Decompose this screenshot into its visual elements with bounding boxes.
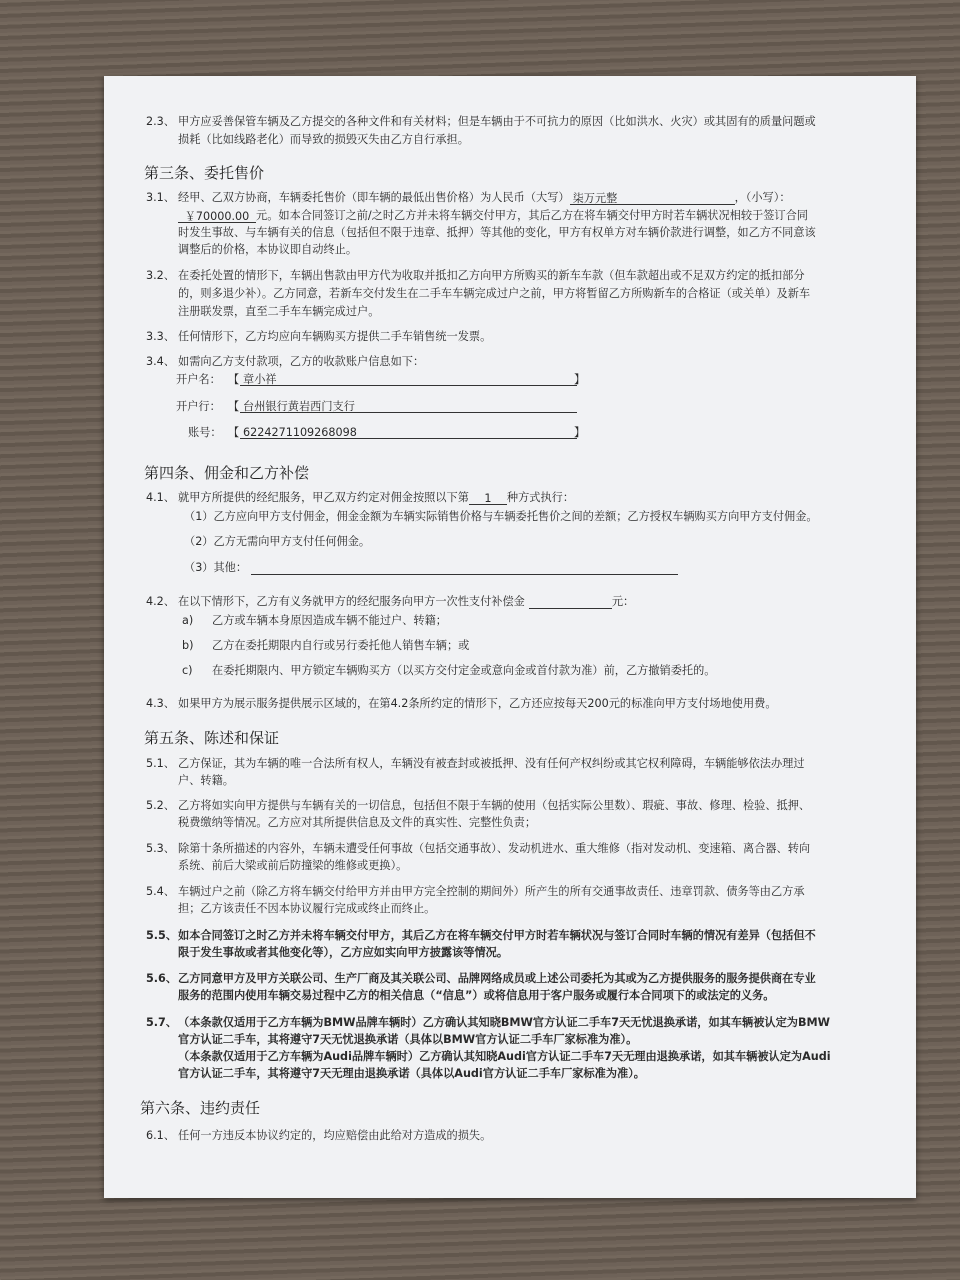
- clause-6-1-number: 6.1、: [146, 1129, 175, 1142]
- clause-4-1-text-b: 种方式执行：: [506, 491, 575, 504]
- clause-3-2-line-1: 在委托处置的情形下，车辆出售款由甲方代为收取并抵扣乙方向甲方所购买的新车车款（但车款超出或不足双方约定的抵扣部分: [178, 269, 805, 282]
- clause-3-3-line-1: 任何情形下，乙方均应向车辆购买方提供二手车销售统一发票。: [178, 330, 492, 343]
- clause-5-5-line-1: 如本合同签订之时乙方并未将车辆交付甲方，其后乙方在将车辆交付甲方时若车辆状况与签订合同时车辆的情况有差异（包括但不: [178, 929, 816, 942]
- clause-5-6-number: 5.6、: [146, 972, 178, 985]
- clause-3-4-line-1: 如需向乙方支付款项，乙方的收款账户信息如下：: [178, 355, 425, 368]
- account-name-close-bracket: 】: [574, 373, 586, 386]
- clause-5-3-number: 5.3、: [146, 842, 175, 855]
- clause-3-1-text-b: ，（小写）：: [734, 191, 791, 204]
- clause-5-2-line-1: 乙方将如实向甲方提供与车辆有关的一切信息，包括但不限于车辆的使用（包括实际公里数）、瑕疵、事故、修理、检验、抵押、: [178, 799, 811, 812]
- clause-5-5-number: 5.5、: [146, 929, 178, 942]
- clause-4-2-item-b: 乙方在委托期限内自行或另行委托他人销售车辆；或: [212, 639, 470, 652]
- clause-4-2-item-c: 在委托期限内、甲方锁定车辆购买方（以买方交付定金或意向金或首付款为准）前，乙方撤销委托的。: [212, 664, 716, 677]
- clause-4-3-number: 4.3、: [146, 697, 175, 710]
- clause-5-2-line-2: 税费缴纳等情况。乙方应对其所提供信息及文件的真实性、完整性负责；: [178, 816, 537, 829]
- article-4-heading: 第四条、佣金和乙方补偿: [144, 464, 310, 482]
- clause-5-4-number: 5.4、: [146, 885, 175, 898]
- account-number-open-bracket: 【: [228, 426, 240, 439]
- clause-4-2-line-1: [178, 594, 634, 609]
- clause-2-3-number: 2.3、: [146, 115, 175, 128]
- clause-3-1-line-4: 调整后的价格，本协议即自动终止。: [178, 243, 358, 256]
- commission-option-field: 1: [469, 491, 507, 505]
- clause-3-1-line-3: 时发生事故、与车辆有关的信息（包括但不限于违章、抵押）等其他的变化，甲方有权单方对车辆价款进行调整，如乙方不同意该: [178, 226, 816, 239]
- clause-6-1-line-1: 任何一方违反本协议约定的，均应赔偿由此给对方造成的损失。: [178, 1129, 492, 1142]
- clause-5-6-line-1: 乙方同意甲方及甲方关联公司、生产厂商及其关联公司、品牌网络成员或上述公司委托为其或为乙方提供服务的服务提供商在专业: [178, 972, 816, 985]
- commission-option-2: （2）乙方无需向甲方支付任何佣金。: [184, 535, 371, 548]
- clause-4-2-text-a: 在以下情形下，乙方有义务就甲方的经纪服务向甲方一次性支付补偿金: [178, 595, 525, 608]
- account-number-field: 6224271109268098: [240, 425, 577, 439]
- clause-5-7-line-2: 官方认证二手车，其将遵守7天无忧退换承诺（具体以BMW官方认证二手车厂家标准为准）。: [178, 1033, 638, 1046]
- clause-4-2-item-b-index: b): [182, 639, 194, 652]
- article-6-heading: 第六条、违约责任: [140, 1099, 261, 1117]
- compensation-amount-field: [529, 595, 612, 609]
- clause-5-7-line-3: （本条款仅适用于乙方车辆为Audi品牌车辆时）乙方确认其知晓Audi官方认证二手车7天无理由退换承诺，如其车辆被认定为Audi: [178, 1050, 831, 1063]
- account-name-open-bracket: 【: [228, 373, 240, 386]
- clause-5-1-line-1: 乙方保证，其为车辆的唯一合法所有权人，车辆没有被查封或被抵押、没有任何产权纠纷或其它权利障碍，车辆能够依法办理过: [178, 757, 805, 770]
- contract-page: [104, 76, 916, 1198]
- clause-3-1-number: 3.1、: [146, 191, 175, 204]
- commission-other-field: [251, 561, 678, 575]
- commission-option-3: [184, 560, 678, 575]
- clause-5-4-line-2: 担；乙方该责任不因本协议履行完成或终止而终止。: [178, 902, 436, 915]
- clause-4-2-text-b: 元：: [611, 595, 635, 608]
- account-number-close-bracket: 】: [574, 426, 586, 439]
- clause-5-2-number: 5.2、: [146, 799, 175, 812]
- clause-4-1-line-1: [178, 490, 574, 505]
- clause-4-2-number: 4.2、: [146, 595, 175, 608]
- clause-5-3-line-2: 系统、前后大梁或前后防撞梁的维修或更换）。: [178, 859, 408, 872]
- price-in-figures-field: ￥70000.00: [178, 209, 256, 223]
- bank-field: 台州银行黄岩西门支行: [240, 399, 577, 413]
- clause-4-1-text-a: 就甲方所提供的经纪服务，甲乙双方约定对佣金按照以下第: [178, 491, 469, 504]
- account-number-label: 账号：: [188, 426, 222, 439]
- clause-3-2-number: 3.2、: [146, 269, 175, 282]
- clause-4-2-item-c-index: c): [182, 664, 193, 677]
- article-5-heading: 第五条、陈述和保证: [144, 729, 280, 747]
- clause-3-2-line-3: 注册联发票，直至二手车车辆完成过户。: [178, 305, 380, 318]
- commission-option-1: （1）乙方应向甲方支付佣金，佣金金额为车辆实际销售价格与车辆委托售价之间的差额；乙方授权车辆购买方向甲方支付佣金。: [184, 510, 818, 523]
- clause-5-7-line-1: （本条款仅适用于乙方车辆为BMW品牌车辆时）乙方确认其知晓BMW官方认证二手车7天无忧退换承诺，如其车辆被认定为BMW: [178, 1016, 830, 1029]
- article-3-heading: 第三条、委托售价: [144, 164, 265, 182]
- clause-3-1-text-c: 元。如本合同签订之前/之时乙方并未将车辆交付甲方，其后乙方在将车辆交付甲方时若车辆状况相较于签订合同: [256, 209, 808, 222]
- clause-4-3-line-1: 如果甲方为展示服务提供展示区域的，在第4.2条所约定的情形下，乙方还应按每天200元的标准向甲方支付场地使用费。: [178, 697, 777, 710]
- commission-option-3-label: （3）其他：: [184, 561, 248, 574]
- clause-5-7-number: 5.7、: [146, 1016, 178, 1029]
- clause-5-1-number: 5.1、: [146, 757, 175, 770]
- clause-5-6-line-2: 服务的范围内使用车辆交易过程中乙方的相关信息（“信息”）或将信息用于客户服务或履行本合同项下的或法定的义务。: [178, 989, 775, 1002]
- clause-4-2-item-a-index: a): [182, 614, 194, 627]
- price-in-words-field: 柒万元整: [570, 191, 735, 205]
- clause-3-1-line-2: [178, 208, 808, 223]
- clause-4-1-number: 4.1、: [146, 491, 175, 504]
- clause-3-1-text-a: 经甲、乙双方协商，车辆委托售价（即车辆的最低出售价格）为人民币（大写）: [178, 191, 570, 204]
- clause-3-1-line-1: [178, 190, 791, 205]
- account-name-label: 开户名：: [176, 373, 221, 386]
- clause-2-3-line-2: 损耗（比如线路老化）而导致的损毁灭失由乙方自行承担。: [178, 133, 469, 146]
- clause-4-2-item-a: 乙方或车辆本身原因造成车辆不能过户、转籍；: [212, 614, 447, 627]
- account-name-field: 章小祥: [240, 372, 577, 386]
- clause-3-2-line-2: 的，则多退少补）。乙方同意，若新车交付发生在二手车车辆完成过户之前，甲方将暂留乙方所购新车的合格证（或关单）及新车: [178, 287, 811, 300]
- clause-3-3-number: 3.3、: [146, 330, 175, 343]
- clause-3-4-number: 3.4、: [146, 355, 175, 368]
- clause-2-3-line-1: 甲方应妥善保管车辆及乙方提交的各种文件和有关材料；但是车辆由于不可抗力的原因（比如洪水、火灾）或其固有的质量问题或: [178, 115, 816, 128]
- bank-open-bracket: 【: [228, 400, 240, 413]
- clause-5-3-line-1: 除第十条所描述的内容外，车辆未遭受任何事故（包括交通事故）、发动机进水、重大维修（指对发动机、变速箱、离合器、转向: [178, 842, 811, 855]
- clause-5-5-line-2: 限于发生事故或者其他变化等），乙方应如实向甲方披露该等情况。: [178, 946, 509, 959]
- clause-5-1-line-2: 户、转籍。: [178, 774, 234, 787]
- clause-5-4-line-1: 车辆过户之前（除乙方将车辆交付给甲方并由甲方完全控制的期间外）所产生的所有交通事故责任、违章罚款、债务等由乙方承: [178, 885, 805, 898]
- clause-5-7-line-4: 官方认证二手车，其将遵守7天无理由退换承诺（具体以Audi官方认证二手车厂家标准为准）。: [178, 1067, 645, 1080]
- bank-label: 开户行：: [176, 400, 221, 413]
